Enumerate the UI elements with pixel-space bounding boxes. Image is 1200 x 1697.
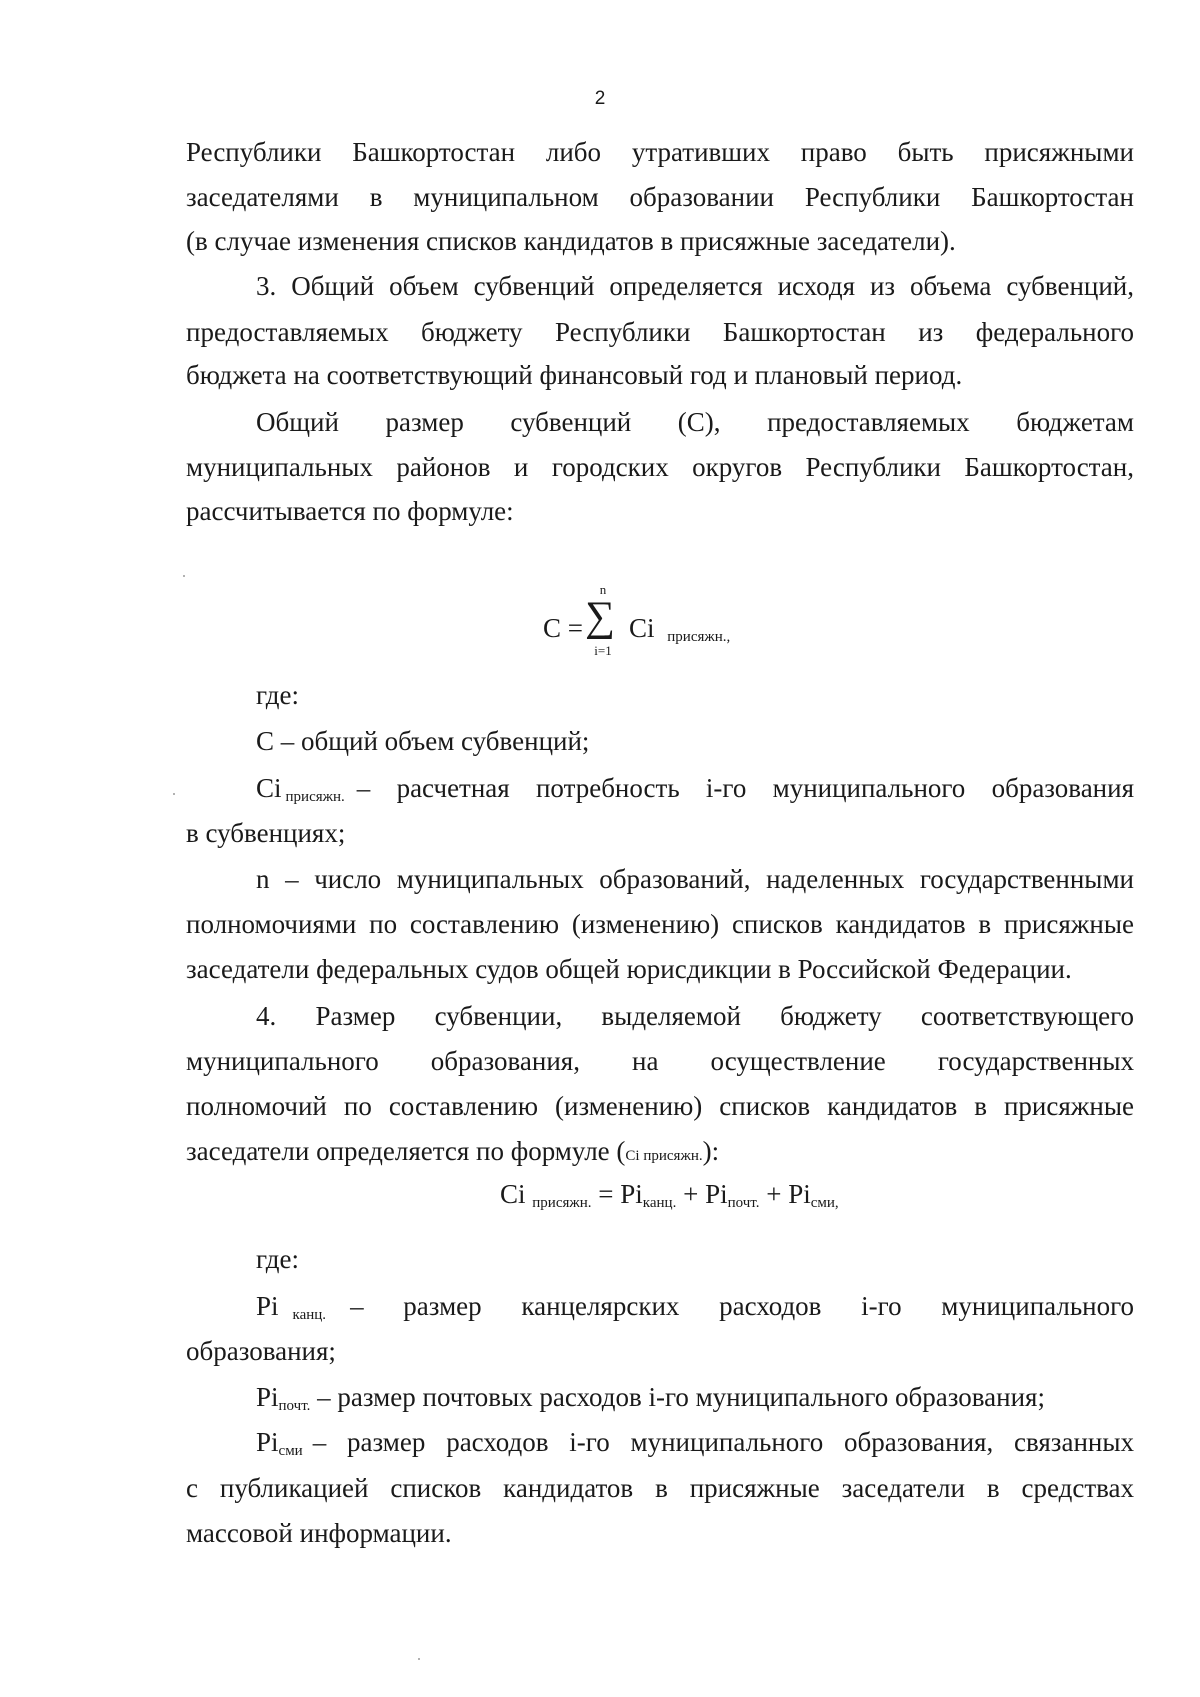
para4-line2: муниципального образования, на осуществление государственных <box>186 1046 1134 1076</box>
para4-line4 <box>186 1135 1134 1172</box>
def-smi-line3: массовой информации. <box>186 1518 452 1548</box>
formula2-p2-subscript: почт. <box>727 1195 760 1211</box>
para4-line4-symbol: Ci присяжн. <box>625 1148 703 1164</box>
para1-line2: заседателями в муниципальном образовании Республики Башкортостан <box>186 182 1134 212</box>
def-n-line1: n – число муниципальных образований, наделенных государственными <box>256 864 1134 894</box>
para4-line3: полномочий по составлению (изменению) списков кандидатов в присяжные <box>186 1091 1134 1121</box>
para3-line3: рассчитывается по формуле: <box>186 496 514 526</box>
scan-speck <box>183 575 185 577</box>
def-ci-line1 <box>256 772 1134 813</box>
def-pocht-text: – размер почтовых расходов i-го муниципального образования; <box>317 1382 1045 1412</box>
def-pocht-subscript: почт. <box>278 1398 311 1414</box>
sigma-symbol: ∑ <box>585 594 615 640</box>
formula1-term <box>629 612 730 653</box>
where-label-1: где: <box>256 680 299 710</box>
where-label-2: где: <box>256 1244 299 1274</box>
def-kanc-text: – размер канцелярских расходов i-го муниципального <box>350 1291 1134 1321</box>
para2-line2: предоставляемых бюджету Республики Башкортостан из федерального <box>186 317 1134 347</box>
para4-line4-end: ): <box>702 1136 720 1166</box>
def-c: С – общий объем субвенций; <box>256 726 590 756</box>
def-kanc-line2: образования; <box>186 1336 336 1366</box>
def-pocht-symbol: Pi <box>256 1382 279 1412</box>
para3-line1: Общий размер субвенций (С), предоставляемых бюджетам <box>256 407 1134 437</box>
def-smi-symbol-group <box>256 1426 303 1467</box>
def-kanc-subscript: канц. <box>292 1307 327 1323</box>
para1-line1: Республики Башкортостан либо утративших право быть присяжными <box>186 137 1134 167</box>
formula1-lhs: С = <box>543 613 583 643</box>
def-ci-symbol: Ci <box>256 773 282 803</box>
def-ci-subscript: присяжн. <box>285 789 345 805</box>
formula2-plus1: + <box>683 1179 699 1209</box>
page-number: 2 <box>594 88 606 109</box>
def-smi-line1 <box>256 1426 1134 1467</box>
para3-line2: муниципальных районов и городских округов Республики Башкортостан, <box>186 452 1134 482</box>
def-smi-line2: с публикацией списков кандидатов в присяжные заседатели в средствах <box>186 1473 1134 1503</box>
scan-speck <box>418 1658 420 1660</box>
scan-speck <box>173 793 175 795</box>
def-n-line3: заседатели федеральных судов общей юрисдикции в Российской Федерации. <box>186 954 1072 984</box>
para1-line3: (в случае изменения списков кандидатов в присяжные заседатели). <box>186 226 956 256</box>
def-ci-line2: в субвенциях; <box>186 818 346 848</box>
def-ci-text: – расчетная потребность i-го муниципального образования <box>356 773 1134 803</box>
para2-line1: 3. Общий объем субвенций определяется исходя из объема субвенций, <box>256 271 1134 301</box>
para4-line4-text: заседатели определяется по формуле ( <box>186 1136 626 1166</box>
def-pocht <box>256 1381 1134 1422</box>
sum-upper-limit: n <box>599 582 607 597</box>
formula2-c-subscript: присяжн. <box>532 1195 592 1211</box>
formula2-eq: = <box>598 1179 614 1209</box>
formula1-term-symbol: Ci <box>629 613 655 643</box>
def-smi-subscript: сми <box>278 1443 303 1459</box>
def-kanc-symbol-group <box>256 1290 326 1331</box>
formula2-c: Ci <box>500 1179 526 1209</box>
formula2 <box>500 1178 839 1219</box>
formula2-p3: Pi <box>788 1179 811 1209</box>
def-ci-symbol-group <box>256 772 345 813</box>
def-smi-symbol: Pi <box>256 1427 279 1457</box>
formula2-p1: Pi <box>620 1179 643 1209</box>
def-kanc-line1 <box>256 1290 1134 1331</box>
formula2-p2: Pi <box>705 1179 728 1209</box>
formula2-p3-subscript: сми, <box>810 1195 839 1211</box>
def-smi-text: – размер расходов i-го муниципального образования, связанных <box>312 1427 1134 1457</box>
def-n-line2: полномочиями по составлению (изменению) списков кандидатов в присяжные <box>186 909 1134 939</box>
formula1-sum <box>585 578 625 658</box>
para2-line3: бюджета на соответствующий финансовый год и плановый период. <box>186 360 963 390</box>
para4-line1: 4. Размер субвенции, выделяемой бюджету соответствующего <box>256 1001 1134 1031</box>
sum-lower-limit: i=1 <box>594 643 612 658</box>
def-kanc-symbol: Pi <box>256 1291 279 1321</box>
formula2-plus2: + <box>766 1179 782 1209</box>
formula2-p1-subscript: канц. <box>642 1195 677 1211</box>
formula1-term-subscript: присяжн., <box>667 629 731 645</box>
